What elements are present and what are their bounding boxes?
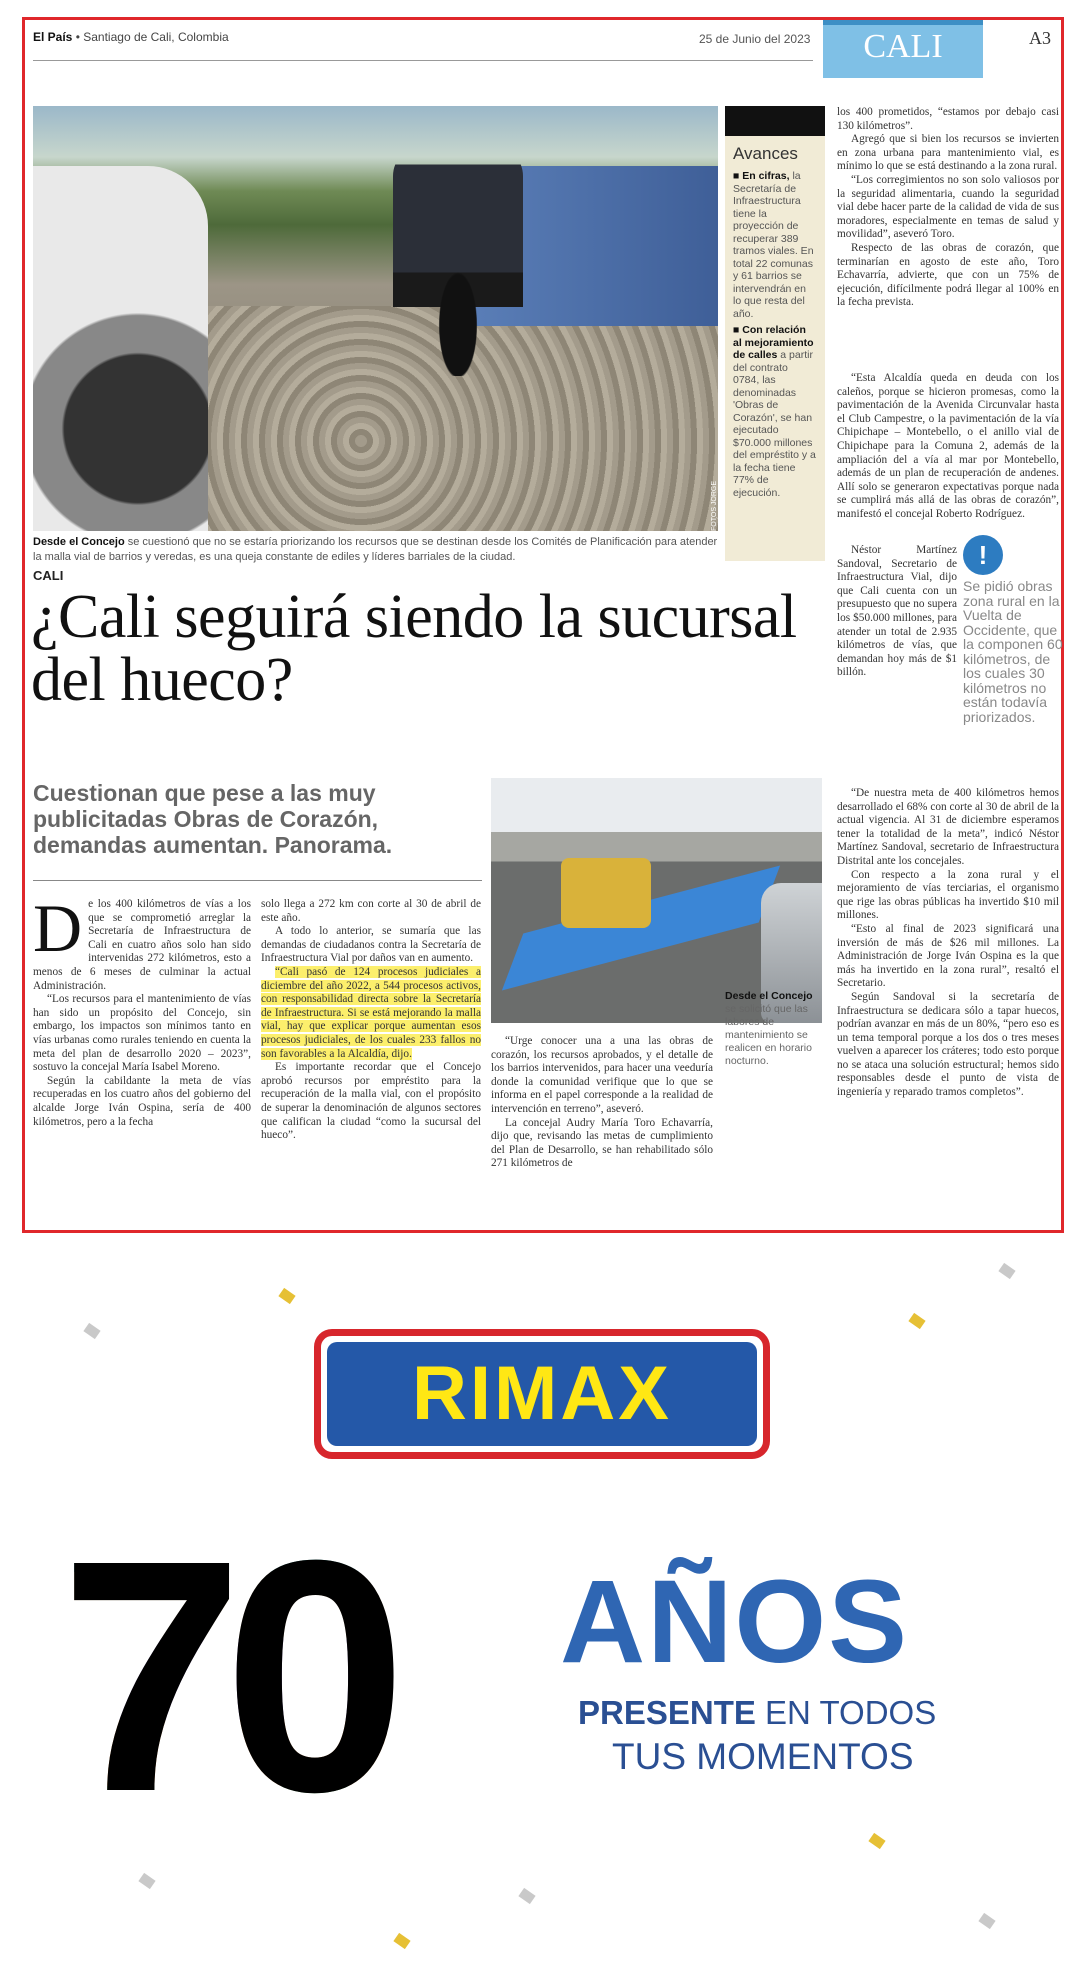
- section-banner: CALI: [823, 20, 983, 78]
- confetti-3: [908, 1313, 925, 1329]
- road-works-caption: [725, 990, 825, 1068]
- paving-machine: [561, 858, 651, 928]
- subhead-rule: [33, 880, 482, 881]
- col2-para-4: Es importante recordar que el Concejo aprobó recursos por empréstito para la recuperación de la malla vial, con el propósito de superar la denominación de algunos sectores que califican la ciudad “como la sucursal del hueco”.: [261, 1061, 481, 1142]
- rimax-advertisement[interactable]: [0, 1236, 1080, 1981]
- col1-p1-text: e los 400 kilómetros de vías a los que se comprometió arreglar la Secretaría de Infraestructura de Cali en cuatro años solo han sido intervenidas 272 kilómetros, esto a menos de 6 meses de culminar la actual Administración.: [33, 898, 251, 992]
- col4-para-1: los 400 prometidos, “estamos por debajo casi 130 kilómetros”.: [837, 106, 1059, 132]
- main-photo-caption: [33, 535, 718, 565]
- seventy-number: 70: [60, 1491, 388, 1860]
- paper-place: • Santiago de Cali, Colombia: [75, 30, 229, 44]
- col4-para-5-top: “Esta Alcaldía queda en deuda con los caleños, porque se hicieron promesas, como la pavimentación de la Avenida Circunvalar hasta el Club Campestre, o la pavimentación de la vía Chipichape – Montebello, o el anillo vial de Chipichape para la Comuna 2, además de la ampliación del a vía al mar por Montebello, además de un plan de recuperación de andenes. Allí solo se generaron expectativas porque nada se cumplirá más allá de las obras de corazón”, manifestó el concejal Roberto Rodríguez.: [837, 372, 1059, 520]
- tagline-rest: EN TODOS: [755, 1694, 937, 1731]
- confetti-5: [868, 1833, 885, 1849]
- sidebar-item-1: [725, 168, 825, 322]
- paper-name: El País: [33, 30, 73, 44]
- sidebar-title: Avances: [733, 144, 798, 163]
- col4-para-4: Respecto de las obras de corazón, que terminarían en agosto de este año, Toro Echavarría, advierte, que con un 75% de ejecución, difícilmente podrá llegar al 100% en la fecha prevista.: [837, 241, 1059, 309]
- confetti-2: [83, 1323, 100, 1339]
- rimax-logo: [314, 1329, 770, 1459]
- article-column-1: [33, 890, 251, 1129]
- confetti-8: [138, 1873, 155, 1889]
- kicker: CALI: [33, 568, 64, 583]
- col4-para-3: “Los corregimientos no son solo valiosos por la seguridad alimentaria, cuando la seguridad vial debe hacer parte de la calidad de vida de sus moradores, especialmente en temas de salud y movilidad”, aseveró Toro.: [837, 173, 1059, 241]
- newspaper-page: [22, 17, 1064, 1233]
- confetti-7: [393, 1933, 410, 1949]
- tagline-line-2: TUS MOMENTOS: [612, 1736, 914, 1777]
- article-column-4d: [837, 787, 1059, 1100]
- anos-text: AÑOS: [560, 1556, 909, 1688]
- headline: ¿Cali seguirá siendo la sucursal del hueco?: [31, 583, 797, 714]
- article-column-4b: [837, 372, 1059, 544]
- sidebar-item-2-lead: ■ Con relación al mejoramiento de calles: [733, 324, 814, 361]
- sidebar-item-2-text: a partir del contrato 0784, las denominadas 'Obras de Corazón', se han ejecutado $70.000 millones del empréstito y a la fecha tiene 77% de ejecución.: [733, 349, 816, 499]
- sidebar-item-2: [725, 322, 825, 501]
- caption-lead: Desde el Concejo: [33, 536, 125, 548]
- masthead: [33, 30, 229, 44]
- col1-para-1: [33, 890, 251, 993]
- col4-para-2: Agregó que si bien los recursos se invierten en zona urbana para mantenimiento vial, es mínimo lo que se está destinando a la zona rural.: [837, 133, 1059, 173]
- tagline-line-1: [578, 1694, 936, 1732]
- highlight-quote: “Cali pasó de 124 procesos judiciales a diciembre del año 2022, a 544 procesos activos, con responsabilidad directa sobre la Secretaría de Infraestructura. Si se está mejorando la malla vial, hay que explicar porque aumentan esos procesos judiciales, de los cuales 233 fallos no son favorables a la Alcaldía, dijo.: [261, 965, 481, 1060]
- seventy-years-graphic: [60, 1491, 560, 1860]
- callout-box: [963, 535, 1063, 724]
- sidebar-avances: [725, 106, 825, 561]
- sidebar-item-1-lead: ■ En cifras,: [733, 170, 790, 182]
- col4-para-8: Con respecto a la zona rural y el mejoramiento de vías terciarias, el organismo que rige las obras públicas ha invertido $10 mil millones.: [837, 868, 1059, 922]
- col2-para-1: solo llega a 272 km con corte al 30 de abril de este año.: [261, 898, 481, 924]
- confetti-6: [518, 1888, 535, 1904]
- confetti-1: [278, 1288, 295, 1304]
- col2-para-2: A todo lo anterior, se sumaría que las demandas de ciudadanos contra la Secretaría de Infraestructura Vial por daños van en aumento.: [261, 925, 481, 965]
- main-photo-potholed-street: [33, 106, 725, 531]
- article-column-2: [261, 898, 481, 1143]
- col4-para-6: Néstor Martínez Sandoval, Secretario de Infraestructura Vial, dijo que Cali cuenta con un presupuesto que no supera los $50.000 millones, para atender un total de 2.935 kilómetros de vías, que demandan hoy más de $1 billón.: [837, 544, 957, 679]
- sidebar-item-1-text: la Secretaría de Infraestructura tiene la proyección de recuperar 389 tramos viales. En total 22 comunas y 61 barrios se intervendrán en lo que resta del año.: [733, 170, 814, 320]
- road-works-photo: [491, 778, 822, 1023]
- sidebar-top-bar: [725, 106, 825, 136]
- col3-para-2: La concejal Audry María Toro Echavarría, dijo que, revisando las metas de cumplimiento del Plan de Desarrollo, se han rehabilitado sólo 271 kilómetros de: [491, 1116, 713, 1170]
- col1-para-2: “Los recursos para el mantenimiento de vías han sido un propósito del Concejo, sin embargo, los impactos son mínimos tanto en vías urbanas como rurales teniendo en cuenta la meta del plan de desarrollo 2020 – 2023”, sostuvo la concejal María Isabel Moreno.: [33, 993, 251, 1074]
- rimax-logo-text: RIMAX: [327, 1342, 757, 1446]
- drop-cap: D: [33, 890, 83, 966]
- article-column-3: [491, 1035, 713, 1171]
- col4-para-9: “Esto al final de 2023 significará una inversión de más de $26 mil millones. La Administración de Jorge Iván Ospina es la que más ha invertido en la zona rural”, resaltó el Secretario.: [837, 922, 1059, 990]
- article-column-4a: [837, 106, 1059, 310]
- col3-para-1: “Urge conocer una a una las obras de corazón, los recursos aprobados, y el detalle de los barrios intervenidos, para hacer una veeduría donde la comunidad verifique que lo que se informa en el papel corresponde a la realidad de intervención en terreno”, aseveró.: [491, 1035, 713, 1115]
- caption2-text: se solicitó que las labores de mantenimiento se realicen en horario nocturno.: [725, 1003, 812, 1067]
- tagline-bold: PRESENTE: [578, 1694, 756, 1731]
- motorcyclist: [393, 146, 523, 376]
- issue-date: 25 de Junio del 2023: [699, 32, 811, 46]
- caption-text: se cuestionó que no se estaría priorizando los recursos que se destinan desde los Comités de Planificación para atender la malla vial de barrios y veredas, es una queja constante de ediles y líderes barriales de la ciudad.: [33, 536, 718, 563]
- col4-para-10: Según Sandoval si la secretaría de Infraestructura se dedicara sólo a tapar huecos, podrían avanzar en más de un 80%, “pero eso es un tema temporal porque a los dos o tres meses vuelven a aparecer los cráteres; todo esto porque no se ataca una solución estructural; hemos sido responsables desde el punto de vista de ingeniería y reparado tramos completos”.: [837, 990, 1059, 1099]
- page-number: A3: [1029, 28, 1051, 48]
- photo-credit: FOTOS JORGE ELIÉCER OROZCO: [711, 468, 725, 531]
- article-column-4c: [837, 544, 957, 787]
- car-wheel: [33, 166, 208, 531]
- col2-para-3-highlighted-quote: [261, 966, 481, 1061]
- subheadline: Cuestionan que pese a las muy publicitadas Obras de Corazón, demandas aumentan. Panorama.: [33, 780, 393, 858]
- confetti-10: [978, 1913, 995, 1929]
- callout-text: Se pidió obras zona rural en la Vuelta de Occidente, que la componen 60 kilómetros, de los cuales 30 kilómetros no están todavía priorizados.: [963, 578, 1063, 725]
- exclamation-icon: !: [963, 535, 1003, 575]
- col1-para-3: Según la cabildante la meta de vías recuperadas en los cuatro años del gobierno del alcalde Jorge Iván Ospina, sería de 400 kilómetros, pero a la fecha: [33, 1074, 251, 1128]
- col4-para-7: “De nuestra meta de 400 kilómetros hemos desarrollado el 68% con corte al 30 de abril de la actual vigencia. Al 31 de diciembre esperamos tener la totalidad de la meta”, indicó Néstor Martínez Sandoval, secretario de Infraestructura Distrital ante los concejales.: [837, 787, 1059, 867]
- header-rule: [33, 60, 813, 61]
- confetti-4: [998, 1263, 1015, 1279]
- caption2-lead: Desde el Concejo: [725, 990, 813, 1002]
